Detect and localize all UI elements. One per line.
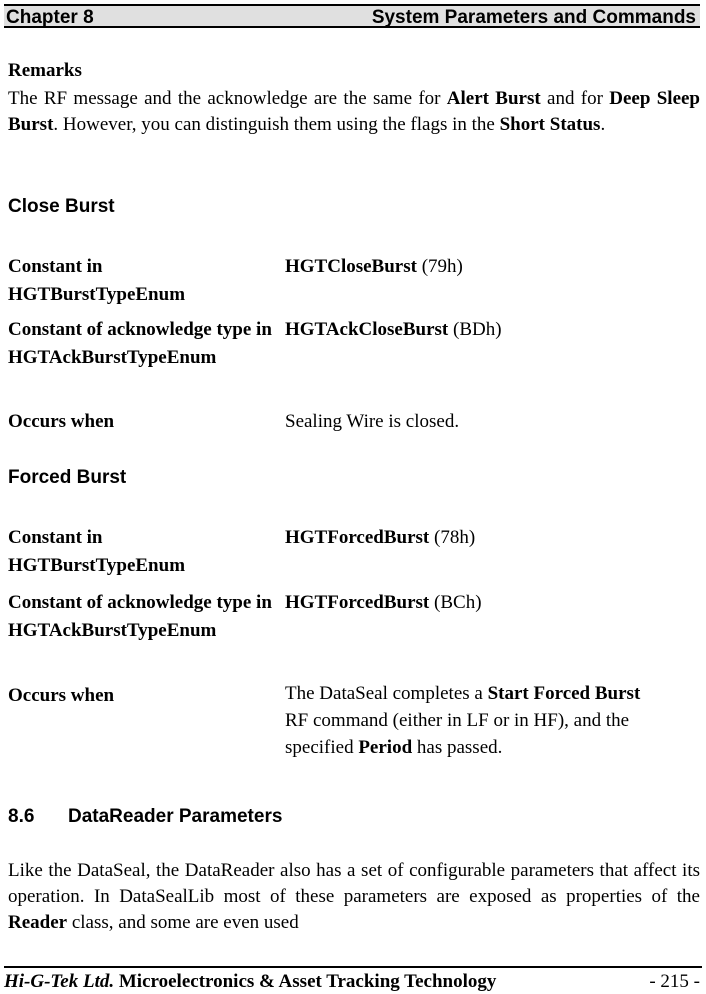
forced-const-label: Constant in HGTBurstTypeEnum — [8, 527, 186, 576]
remarks-heading: Remarks — [8, 60, 82, 81]
section-number: 8.6 — [8, 806, 35, 827]
forced-occurs-value: The DataSeal completes a Start Forced Burst RF command (either in LF or in HF), and the specified Period has passed. — [285, 683, 641, 758]
page-footer — [4, 966, 702, 993]
page-header — [4, 4, 700, 28]
forced-burst-heading: Forced Burst — [8, 467, 127, 488]
close-ack-label: Constant of acknowledge type in HGTAckBurstTypeEnum — [8, 319, 272, 368]
footer-company: Hi-G-Tek Ltd. — [4, 971, 115, 992]
chapter-label: Chapter 8 — [6, 7, 94, 28]
forced-ack-value: HGTForcedBurst (BCh) — [285, 592, 482, 613]
close-occurs-value: Sealing Wire is closed. — [285, 411, 460, 432]
section-title: DataReader Parameters — [68, 806, 283, 827]
forced-occurs-label: Occurs when — [8, 685, 115, 706]
page-number: - 215 - — [649, 971, 700, 992]
close-ack-value: HGTAckCloseBurst (BDh) — [285, 319, 502, 340]
remarks-paragraph: The RF message and the acknowledge are the same for Alert Burst and for Deep Sleep Burst. However, you can distinguish them using the flags in the Short Status. — [8, 88, 700, 135]
chapter-title: System Parameters and Commands — [371, 7, 696, 28]
close-occurs-label: Occurs when — [8, 411, 115, 432]
footer-tagline: Microelectronics & Asset Tracking Technology — [118, 971, 497, 992]
close-const-label: Constant in HGTBurstTypeEnum — [8, 256, 186, 305]
forced-ack-label: Constant of acknowledge type in HGTAckBurstTypeEnum — [8, 592, 272, 641]
close-burst-heading: Close Burst — [8, 196, 115, 217]
forced-const-value: HGTForcedBurst (78h) — [285, 527, 476, 548]
section-paragraph: Like the DataSeal, the DataReader also has a set of configurable parameters that affect its operation. In DataSealLib most of these parameters are exposed as properties of the Reader class, and some are even used — [8, 860, 700, 933]
close-const-value: HGTCloseBurst (79h) — [285, 256, 463, 277]
